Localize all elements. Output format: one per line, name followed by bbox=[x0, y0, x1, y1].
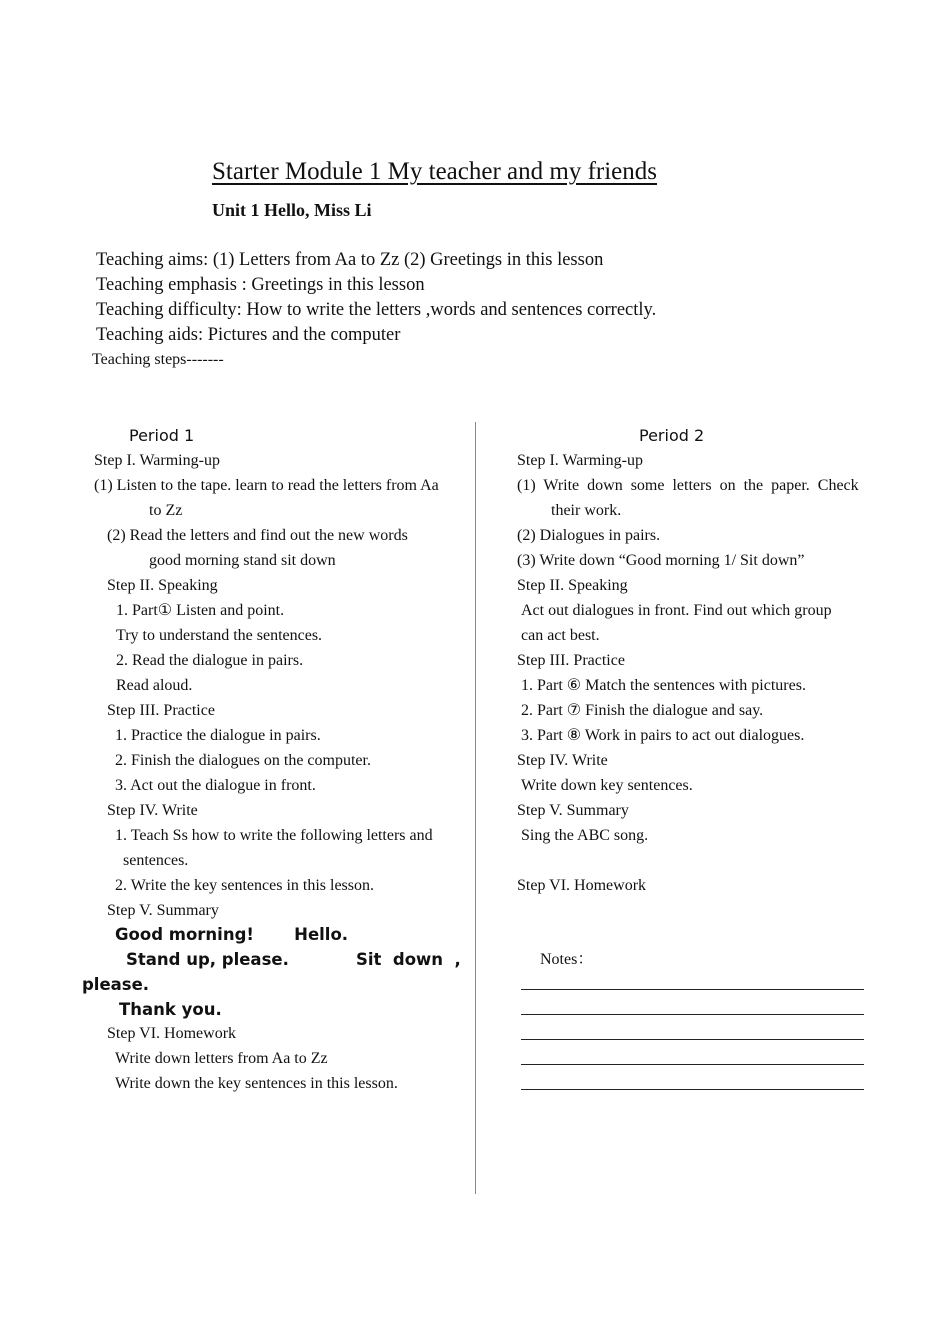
list-item: Step III. Practice bbox=[517, 652, 625, 669]
list-item: (3) Write down “Good morning 1/ Sit down” bbox=[517, 552, 805, 569]
list-item: their work. bbox=[551, 502, 622, 519]
list-item: Step III. Practice bbox=[107, 702, 215, 719]
list-item: Write down the key sentences in this lesson. bbox=[115, 1075, 398, 1092]
list-item: Step VI. Homework bbox=[107, 1025, 237, 1042]
notes-line bbox=[521, 989, 864, 990]
list-item: 1. Practice the dialogue in pairs. bbox=[115, 727, 321, 744]
list-item: 1. Part ⑥ Match the sentences with pictures. bbox=[521, 677, 806, 694]
list-item: Write down key sentences. bbox=[521, 777, 693, 794]
list-item: Step V. Summary bbox=[107, 902, 219, 919]
key-sentence: Thank you. bbox=[119, 1000, 222, 1019]
list-item: Read aloud. bbox=[116, 677, 193, 694]
notes-label: Notes： bbox=[540, 951, 594, 968]
list-item: Try to understand the sentences. bbox=[116, 627, 323, 644]
list-item: 2. Read the dialogue in pairs. bbox=[116, 652, 304, 669]
list-item: Write down letters from Aa to Zz bbox=[115, 1050, 328, 1067]
teaching-difficulty: Teaching difficulty: How to write the letters ,words and sentences correctly. bbox=[96, 300, 657, 320]
teaching-aids: Teaching aids: Pictures and the computer bbox=[96, 325, 401, 345]
list-item: 3. Part ⑧ Work in pairs to act out dialogues. bbox=[521, 727, 805, 744]
list-item: 2. Part ⑦ Finish the dialogue and say. bbox=[521, 702, 764, 719]
list-item: 3. Act out the dialogue in front. bbox=[115, 777, 316, 794]
period-2-heading: Period 2 bbox=[639, 426, 705, 445]
list-item: Step I. Warming-up bbox=[517, 452, 643, 469]
list-item: Step VI. Homework bbox=[517, 877, 647, 894]
notes-line bbox=[521, 1089, 864, 1090]
key-sentence: please. bbox=[82, 975, 150, 994]
teaching-steps-label: Teaching steps------- bbox=[92, 351, 224, 368]
teaching-emphasis: Teaching emphasis : Greetings in this lesson bbox=[96, 275, 425, 295]
list-item: 1. Part① Listen and point. bbox=[116, 602, 285, 619]
list-item: (2) Dialogues in pairs. bbox=[517, 527, 661, 544]
list-item: 2. Write the key sentences in this lesson. bbox=[115, 877, 375, 894]
notes-line bbox=[521, 1064, 864, 1065]
list-item: Step IV. Write bbox=[107, 802, 198, 819]
list-item: Sing the ABC song. bbox=[521, 827, 649, 844]
list-item: 1. Teach Ss how to write the following letters and bbox=[115, 827, 433, 844]
list-item: Step II. Speaking bbox=[107, 577, 218, 594]
list-item: can act best. bbox=[521, 627, 600, 644]
key-sentence: Sit down , bbox=[356, 950, 461, 969]
notes-line bbox=[521, 1039, 864, 1040]
period-1-heading: Period 1 bbox=[129, 426, 195, 445]
teaching-aims: Teaching aims: (1) Letters from Aa to Zz (2) Greetings in this lesson bbox=[96, 250, 604, 270]
list-item: (1) Listen to the tape. learn to read the letters from Aa bbox=[94, 477, 439, 494]
list-item: (2) Read the letters and find out the new words bbox=[107, 527, 408, 544]
list-item: 2. Finish the dialogues on the computer. bbox=[115, 752, 371, 769]
list-item: to Zz bbox=[149, 502, 183, 519]
list-item: Step V. Summary bbox=[517, 802, 629, 819]
column-divider bbox=[475, 422, 476, 1194]
list-item: Step II. Speaking bbox=[517, 577, 628, 594]
list-item: Step IV. Write bbox=[517, 752, 608, 769]
notes-line bbox=[521, 1014, 864, 1015]
key-sentence: Good morning! Hello. bbox=[115, 925, 349, 944]
unit-subtitle: Unit 1 Hello, Miss Li bbox=[212, 200, 372, 220]
list-item: sentences. bbox=[123, 852, 189, 869]
list-item: Step I. Warming-up bbox=[94, 452, 220, 469]
list-item: (1) Write down some letters on the paper. Check bbox=[517, 477, 859, 494]
key-sentence: Stand up, please. bbox=[126, 950, 289, 969]
document-title: Starter Module 1 My teacher and my friends bbox=[212, 158, 658, 185]
list-item: Act out dialogues in front. Find out which group bbox=[521, 602, 832, 619]
list-item: good morning stand sit down bbox=[149, 552, 336, 569]
